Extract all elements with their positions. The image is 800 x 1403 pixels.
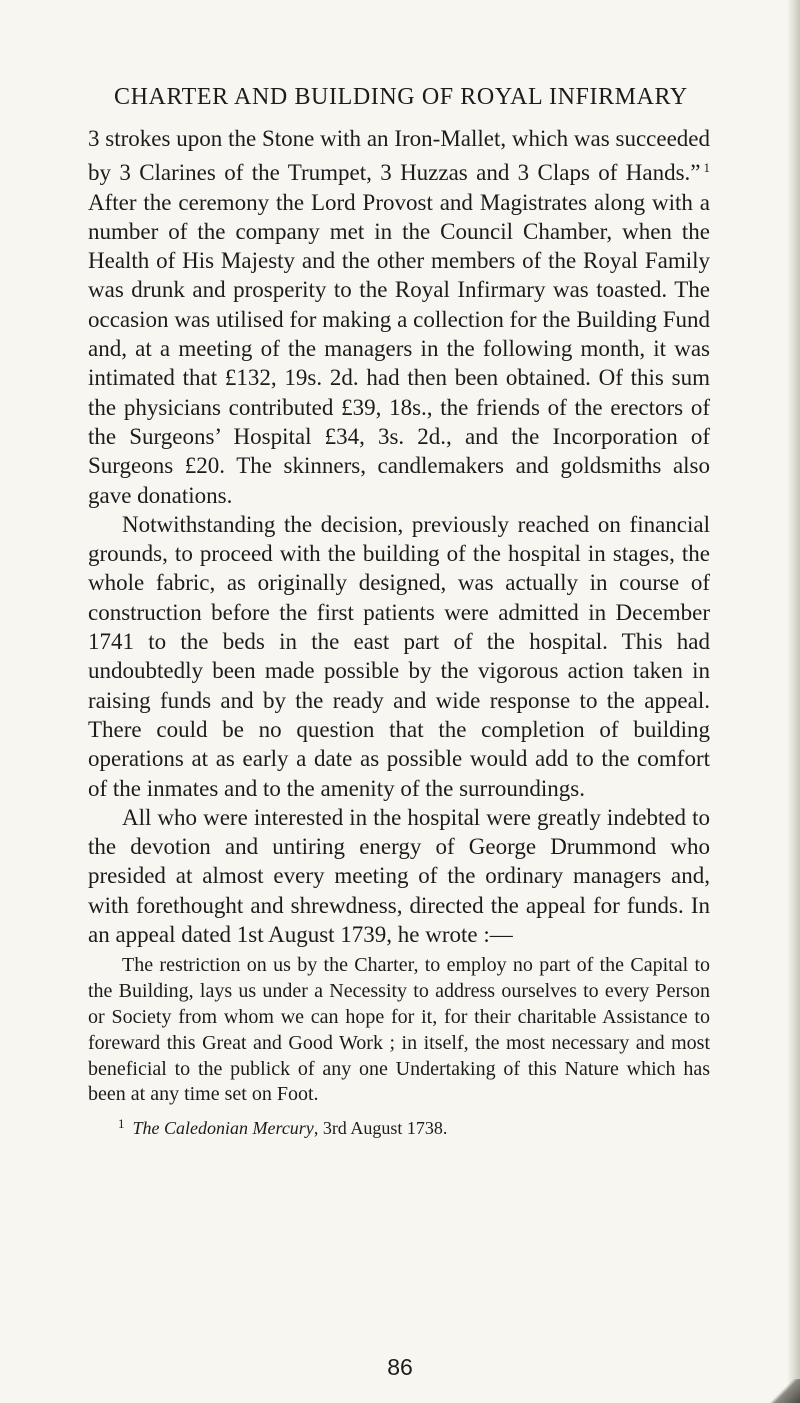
footnote-reference: 1 <box>703 160 710 176</box>
page-edge-shadow <box>788 0 800 1403</box>
block-quote <box>88 953 710 1108</box>
footnote <box>118 1116 710 1142</box>
running-heading: CHARTER AND BUILDING OF ROYAL INFIRMARY <box>114 84 688 110</box>
page-number: 86 <box>387 1354 413 1380</box>
footnote-marker: 1 <box>118 1116 125 1132</box>
page-body <box>88 124 710 1142</box>
footnote-date: , 3rd August 1738. <box>313 1118 448 1139</box>
paragraph-2-text: After the ceremony the Lord Provost and Magistrates along with a number of the company met in the Council Chamber, when the Health of His Majesty and the other members of the Royal Family was drunk and prosperity to the Royal Infirmary was toasted. The occasion was utilised for making a collection for the Building Fund and, at a meeting of the managers in the following month, it was intimated that £132, 19s. 2d. had then been obtained. Of this sum the physicians contributed £39, 18s., the friends of the erectors of the Surgeons’ Hospital £34, 3s. 2d., and the Incorporation of Surgeons £20. The skinners, candlemakers and goldsmiths also gave donations. <box>88 189 710 508</box>
paragraph-drummond: All who were interested in the hospital were greatly indebted to the devotion and untiring energy of George Drummond who presided at almost every meeting of the ordinary managers and, with forethought and shrewdness, directed the appeal for funds. In an appeal dated 1st August 1739, he wrote :— <box>88 804 710 948</box>
paragraph-1-text: 3 strokes upon the Stone with an Iron-Mallet, which was succeeded by 3 Clarines of the Trumpet, 3 Huzzas and 3 Claps of Hands.” <box>88 126 710 186</box>
paragraph-construction: Notwithstanding the decision, previously reached on financial grounds, to proceed with the building of the hospital in stages, the whole fabric, as originally designed, was actually in course of construction before the first patients were admitted in December 1741 to the beds in the east part of the hospital. This had undoubtedly been made possible by the vigorous action taken in raising funds and by the ready and wide response to the appeal. There could be no question that the completion of building operations at as early a date as possible would add to the comfort of the inmates and to the amenity of the surroundings. <box>88 511 710 801</box>
paragraph-continued <box>88 124 710 510</box>
footnote-journal: The Caledonian Mercury <box>132 1118 314 1139</box>
quote-text: The restriction on us by the Charter, to employ no part of the Capital to the Building, lays us under a Necessity to address ourselves to every Person or Society from whom we can hope for it, for their charitable Assistance to foreward this Great and Good Work ; in itself, the most necessary and most beneficial to the publick of any one Undertaking of this Nature which has been at any time set on Foot. <box>88 954 710 1106</box>
page-corner-shadow <box>768 1379 800 1403</box>
